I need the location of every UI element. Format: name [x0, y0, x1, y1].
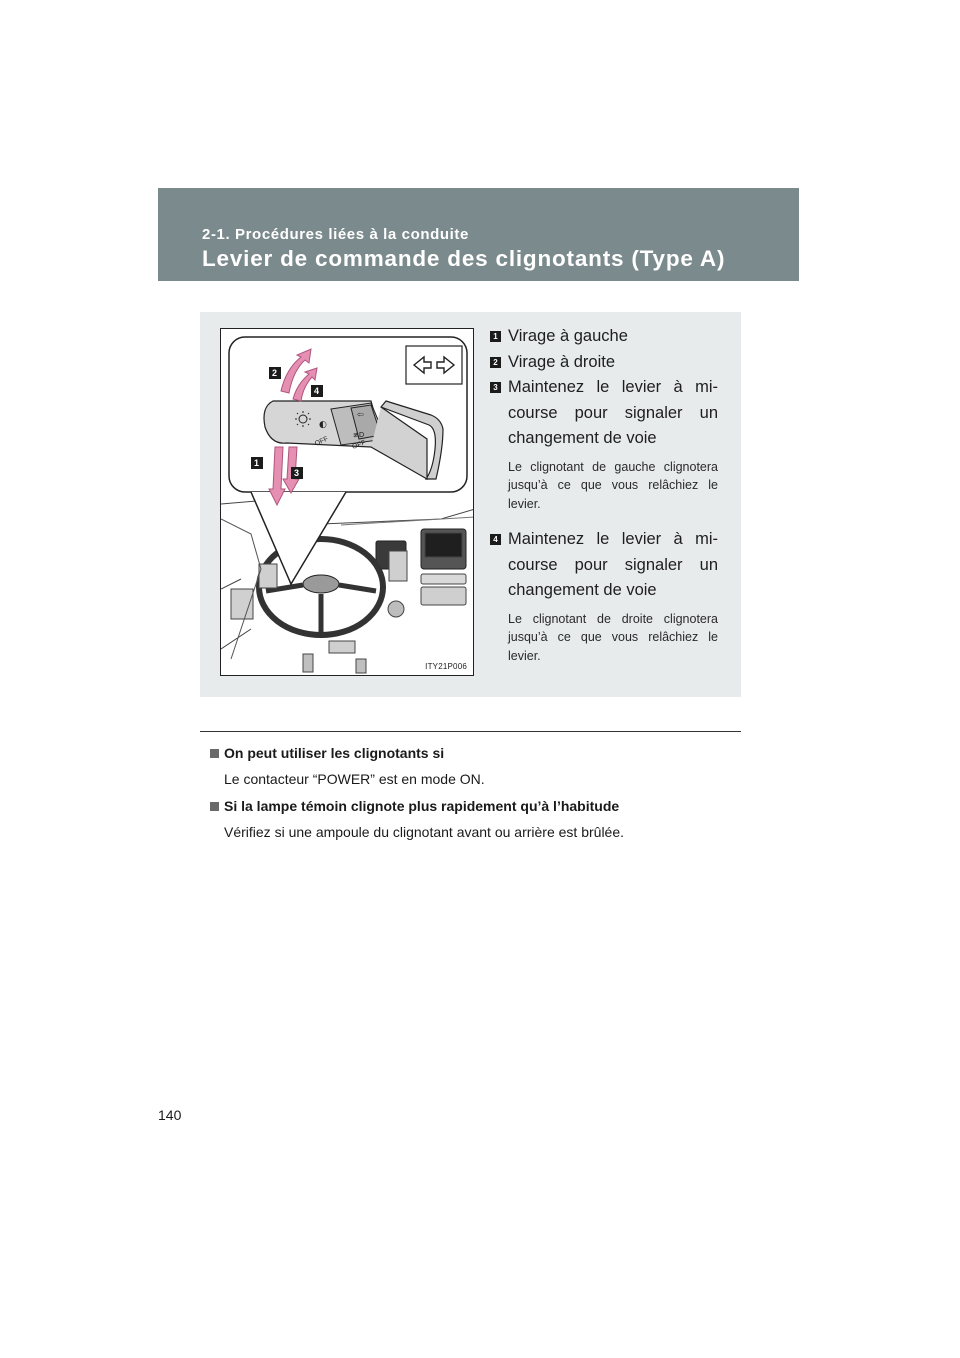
svg-text:3: 3 — [294, 468, 300, 478]
svg-text:1: 1 — [254, 458, 260, 468]
item-title: Maintenez le levier à mi-course pour signaler un changement de voie — [508, 530, 718, 599]
note-heading — [210, 797, 730, 816]
note-heading — [210, 744, 730, 763]
item-number-badge: 4 — [490, 534, 501, 545]
section-label: 2-1. Procédures liées à la conduite — [202, 226, 469, 243]
svg-text:OFF: OFF — [351, 439, 367, 451]
illustration-panel — [200, 312, 741, 697]
item-title: Maintenez le levier à mi-course pour signaler un changement de voie — [508, 378, 718, 447]
note-heading-text: Si la lampe témoin clignote plus rapidement qu’à l’habitude — [224, 798, 620, 814]
svg-text:OFF: OFF — [313, 435, 330, 448]
item-note: Le clignotant de gauche clignotera jusqu’à ce que vous relâchiez le levier. — [508, 459, 718, 511]
instruction-list — [490, 324, 718, 679]
svg-text:⇦: ⇦ — [357, 410, 364, 419]
list-item — [490, 375, 718, 513]
page-title: Levier de commande des clignotants (Type A) — [202, 246, 726, 271]
turn-signal-arrows-icon — [406, 346, 462, 384]
item-title: Virage à gauche — [508, 327, 628, 345]
dashboard-scene — [221, 499, 474, 673]
section-divider — [200, 731, 741, 732]
lever-illustration-drawing — [221, 329, 474, 676]
note-text: Vérifiez si une ampoule du clignotant avant ou arrière est brûlée. — [224, 824, 625, 840]
item-number-badge: 1 — [490, 331, 501, 342]
note-text: Le contacteur “POWER” est en mode ON. — [224, 771, 485, 787]
svg-text:≢D: ≢D — [353, 431, 365, 439]
svg-text:4: 4 — [314, 386, 320, 396]
item-title: Virage à droite — [508, 352, 616, 371]
page-number: 140 — [158, 1107, 182, 1123]
bullet-square-icon — [210, 802, 219, 811]
svg-text:2: 2 — [272, 368, 278, 378]
section-header — [158, 188, 799, 281]
item-number-badge: 3 — [490, 382, 501, 393]
list-item — [490, 350, 718, 376]
figure-code: ITY21P006 — [425, 662, 467, 671]
item-number-badge: 2 — [490, 357, 501, 368]
lever-illustration — [220, 328, 474, 676]
list-item — [490, 324, 718, 350]
notes-section — [210, 744, 730, 850]
note-heading-text: On peut utiliser les clignotants si — [224, 745, 445, 761]
svg-text:◐: ◐ — [319, 420, 327, 430]
bullet-square-icon — [210, 749, 219, 758]
list-item — [490, 527, 718, 665]
item-note: Le clignotant de droite clignotera jusqu’à ce que vous relâchiez le levier. — [508, 611, 718, 663]
